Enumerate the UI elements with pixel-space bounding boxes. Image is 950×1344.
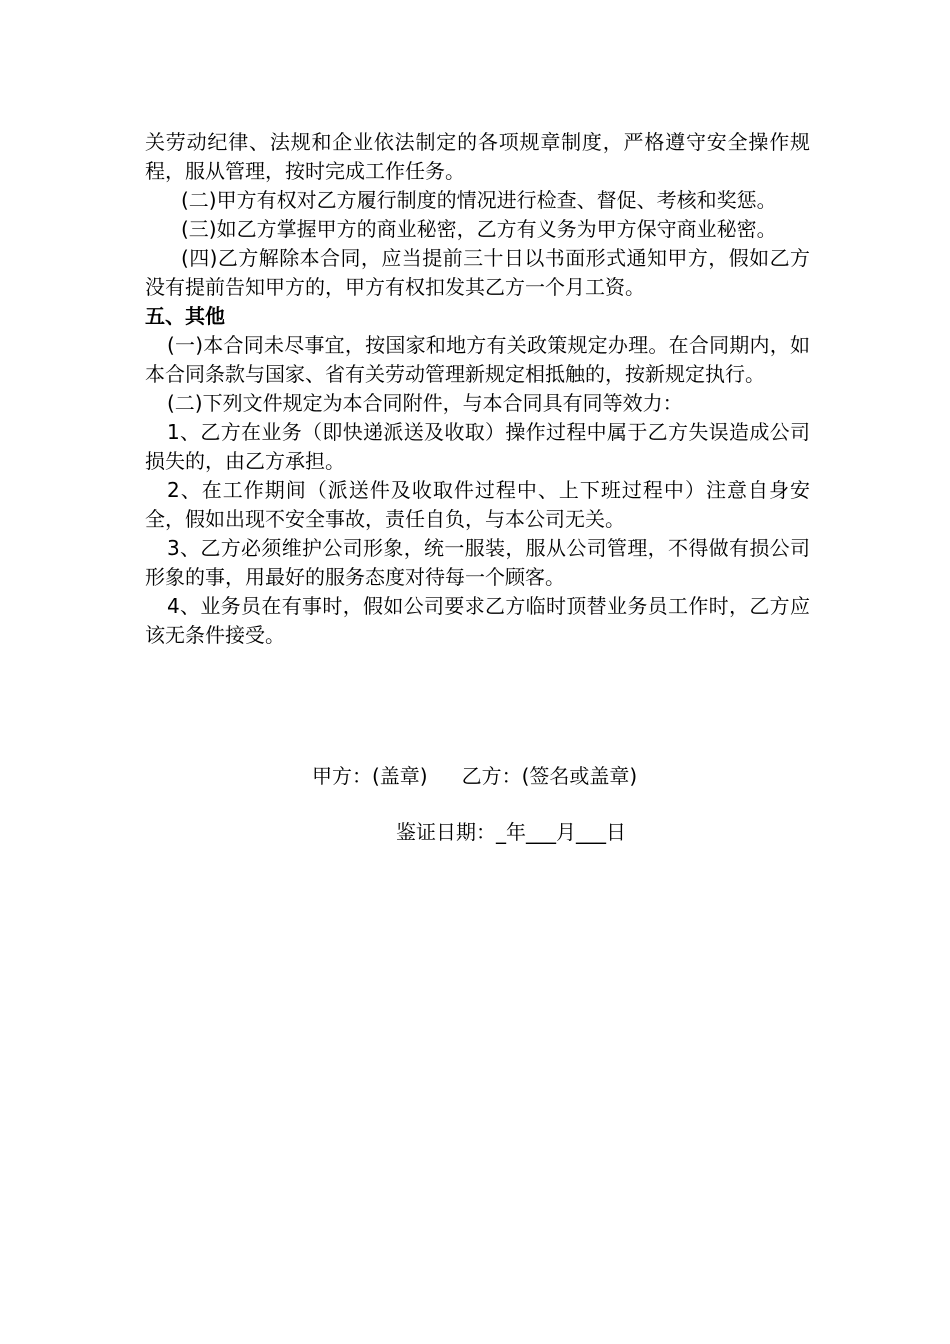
- party-b-signature: 乙方：(签名或盖章): [461, 764, 638, 788]
- paragraph-clause-2: (二)甲方有权对乙方履行制度的情况进行检查、督促、考核和奖惩。: [181, 188, 777, 212]
- attachment-item-4: 4、业务员在有事时，假如公司要求乙方临时顶替业务员工作时，乙方应该无条件接受。: [145, 594, 810, 647]
- attestation-date: 鉴证日期：_年___月___日: [396, 820, 626, 844]
- other-item-2: (二)下列文件规定为本合同附件，与本合同具有同等效力：: [167, 391, 683, 415]
- section-heading-other: 五、其他: [145, 304, 225, 328]
- document-body: [145, 128, 810, 650]
- attachment-item-2: 2、在工作期间（派送件及收取件过程中、上下班过程中）注意自身安全，假如出现不安全事故，责任自负，与本公司无关。: [145, 478, 810, 531]
- party-a-signature: 甲方：(盖章): [312, 764, 428, 788]
- signature-row: [312, 762, 637, 791]
- paragraph-clause-4: (四)乙方解除本合同，应当提前三十日以书面形式通知甲方，假如乙方没有提前告知甲方的，甲方有权扣发其乙方一个月工资。: [145, 246, 810, 299]
- paragraph-clause-3: (三)如乙方掌握甲方的商业秘密，乙方有义务为甲方保守商业秘密。: [181, 217, 777, 241]
- attachment-item-3: 3、乙方必须维护公司形象，统一服装，服从公司管理，不得做有损公司形象的事，用最好的服务态度对待每一个顾客。: [145, 536, 810, 589]
- other-item-1: (一)本合同未尽事宜，按国家和地方有关政策规定办理。在合同期内，如本合同条款与国家、省有关劳动管理新规定相抵触的，按新规定执行。: [145, 333, 810, 386]
- paragraph-discipline: 关劳动纪律、法规和企业依法制定的各项规章制度，严格遵守安全操作规程，服从管理，按时完成工作任务。: [145, 130, 810, 183]
- attachment-item-1: 1、乙方在业务（即快递派送及收取）操作过程中属于乙方失误造成公司损失的，由乙方承担。: [145, 420, 810, 473]
